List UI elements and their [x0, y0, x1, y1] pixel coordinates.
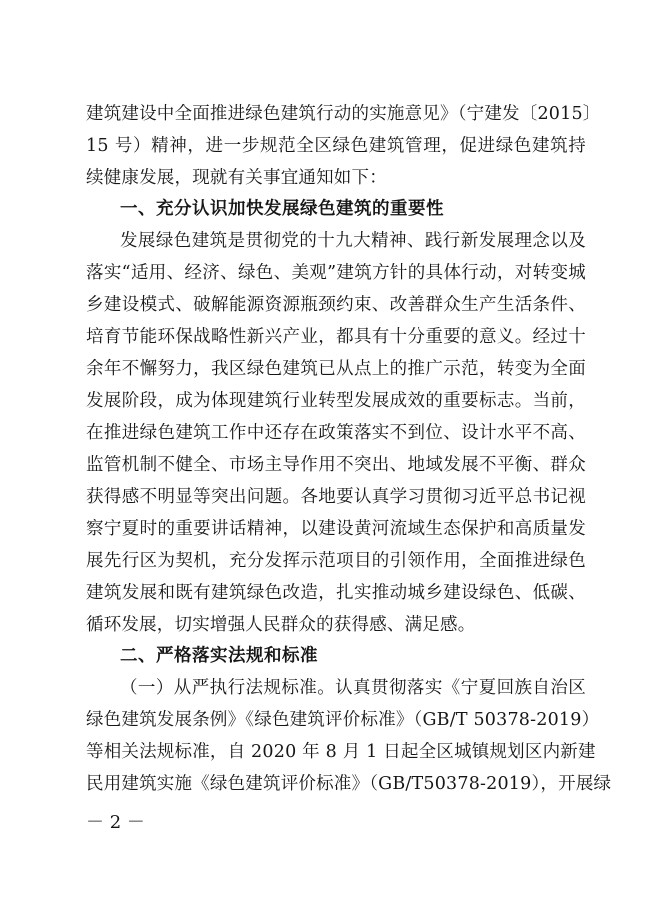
section1-line-13: 循环发展，切实增强人民群众的获得感、满足感。 — [86, 615, 476, 635]
intro-line-2: 15 号）精神，进一步规范全区绿色建筑管理，促进绿色建筑持 — [86, 136, 586, 156]
section1-line-5: 余年不懈努力，我区绿色建筑已从点上的推广示范，转变为全面 — [86, 359, 586, 379]
section2-heading: 二、严格落实法规和标准 — [120, 646, 318, 666]
section1-line-10: 察宁夏时的重要讲话精神，以建设黄河流域生态保护和高质量发 — [86, 519, 586, 539]
intro-line-1: 建筑建设中全面推进绿色建筑行动的实施意见》（宁建发〔2015〕 — [86, 104, 601, 124]
section2-line-3: 等相关法规标准，自 2020 年 8 月 1 日起全区城镇规划区内新建 — [86, 742, 596, 762]
section2-line-1: （一）从严执行法规标准。认真贯彻落实《宁夏回族自治区 — [120, 678, 586, 698]
section1-line-4: 培育节能环保战略性新兴产业，都具有十分重要的意义。经过十 — [86, 327, 586, 347]
section1-heading: 一、充分认识加快发展绿色建筑的重要性 — [120, 199, 444, 219]
section1-line-12: 建筑发展和既有建筑绿色改造，扎实推动城乡建设绿色、低碳、 — [86, 583, 586, 603]
intro-line-3: 续健康发展，现就有关事宜通知如下： — [86, 168, 387, 188]
section1-line-9: 获得感不明显等突出问题。各地要认真学习贯彻习近平总书记视 — [86, 487, 586, 507]
section2-line-4: 民用建筑实施《绿色建筑评价标准》（GB/T50378-2019），开展绿 — [86, 774, 612, 794]
section1-line-8: 监管机制不健全、市场主导作用不突出、地域发展不平衡、群众 — [86, 455, 586, 475]
section1-line-6: 发展阶段，成为体现建筑行业转型发展成效的重要标志。当前， — [86, 391, 586, 411]
section1-line-11: 展先行区为契机，充分发挥示范项目的引领作用，全面推进绿色 — [86, 551, 586, 571]
section1-line-2: 落实“适用、经济、绿色、美观”建筑方针的具体行动，对转变城 — [86, 263, 586, 283]
section1-line-1: 发展绿色建筑是贯彻党的十九大精神、践行新发展理念以及 — [120, 231, 586, 251]
page-number: － 2 － — [86, 812, 145, 833]
section1-line-7: 在推进绿色建筑工作中还存在政策落实不到位、设计水平不高、 — [86, 423, 586, 443]
section1-line-3: 乡建设模式、破解能源资源瓶颈约束、改善群众生产生活条件、 — [86, 295, 586, 315]
section2-line-2: 绿色建筑发展条例》《绿色建筑评价标准》（GB/T 50378-2019） — [86, 710, 600, 730]
